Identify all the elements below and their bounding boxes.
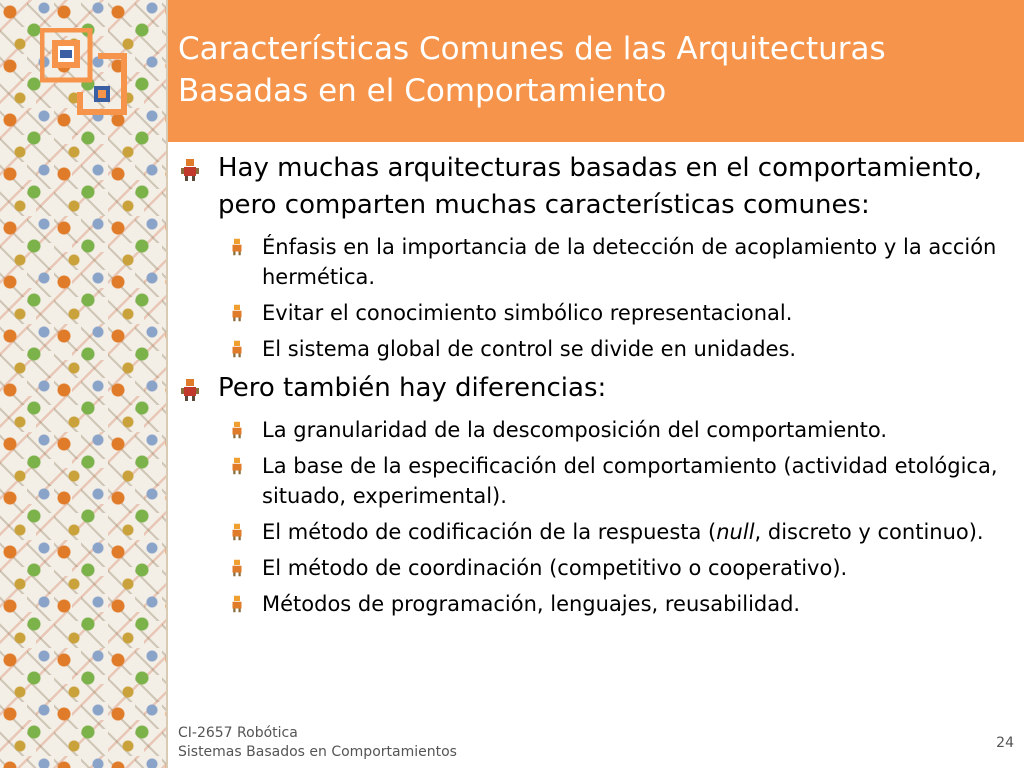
sub-bullet-item [178,553,1014,583]
sub-bullet-text: La granularidad de la descomposición del comportamiento. [262,418,888,442]
robot-bullet-icon [178,158,202,182]
robot-bullet-icon [228,340,246,358]
sub-bullet-item [178,232,1014,292]
robot-bullet-icon [228,595,246,613]
sub-bullet-text: Énfasis en la importancia de la detección de acoplamiento y la acción hermética. [262,235,997,289]
robot-bullet-icon [178,378,202,402]
sub-bullet-text: Métodos de programación, lenguajes, reusabilidad. [262,592,801,616]
robot-bullet-icon [228,457,246,475]
sub-bullet-item [178,298,1014,328]
footer [178,724,457,762]
bullet-text: Hay muchas arquitecturas basadas en el comportamiento, pero comparten muchas características comunes: [218,153,982,220]
title-line-2: Basadas en el Comportamiento [178,73,667,109]
bullet-item [178,150,1014,224]
sub-bullet-item [178,415,1014,445]
sub-bullet-text-emphasis: null [716,520,755,544]
sub-bullet-text-part: El método de codificación de la respuesta ( [262,520,717,544]
page-number: 24 [996,735,1014,751]
slide-content [178,150,1014,625]
title-line-1: Características Comunes de las Arquitecturas [178,31,886,67]
robot-bullet-icon [228,304,246,322]
footer-course: CI-2657 Robótica [178,725,298,741]
robot-bullet-icon [228,421,246,439]
sub-bullet-item [178,589,1014,619]
robot-bullet-icon [228,559,246,577]
sub-bullet-text: El sistema global de control se divide en unidades. [262,337,797,361]
title-bar [168,0,1024,142]
sub-bullet-text: Evitar el conocimiento simbólico representacional. [262,301,793,325]
sub-bullet-item [178,334,1014,364]
robot-bullet-icon [228,238,246,256]
sub-bullet-text: La base de la especificación del comportamiento (actividad etológica, situado, experimental). [262,454,998,508]
footer-topic: Sistemas Basados en Comportamientos [178,744,457,760]
logo-icon [40,28,132,120]
bullet-item [178,370,1014,407]
bullet-text: Pero también hay diferencias: [218,373,607,403]
robot-bullet-icon [228,523,246,541]
sub-bullet-text: El método de coordinación (competitivo o cooperativo). [262,556,848,580]
sub-bullet-item [178,451,1014,511]
sub-bullet-text-part: , discreto y continuo). [754,520,984,544]
slide-title [178,28,1018,112]
sub-bullet-item [178,517,1014,547]
